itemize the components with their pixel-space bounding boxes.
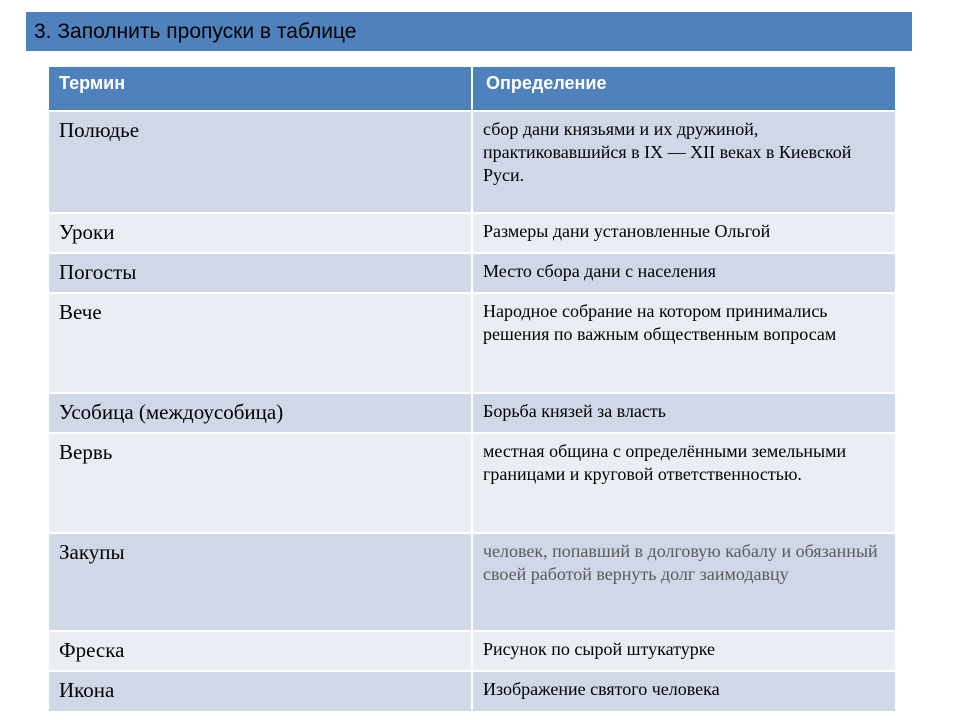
column-header-definition: Определение: [472, 67, 895, 111]
term-cell: Икона: [49, 671, 472, 711]
table-row: [49, 631, 895, 671]
definition-cell: человек, попавший в долговую кабалу и обязанный своей работой вернуть долг заимодавцу: [472, 533, 895, 631]
term-cell: Погосты: [49, 253, 472, 293]
table-row: [49, 253, 895, 293]
term-cell: Фреска: [49, 631, 472, 671]
column-header-term: Термин: [49, 67, 472, 111]
table-row: [49, 111, 895, 213]
term-cell: Вервь: [49, 433, 472, 533]
table-row: [49, 293, 895, 393]
definition-cell: сбор дани князьями и их дружиной, практиковавшийся в IX — XII веках в Киевской Руси.: [472, 111, 895, 213]
table-header-row: [49, 67, 895, 111]
term-cell: Усобица (междоусобица): [49, 393, 472, 433]
term-cell: Вече: [49, 293, 472, 393]
table-row: [49, 671, 895, 711]
table-row: [49, 533, 895, 631]
table-row: [49, 433, 895, 533]
term-cell: Уроки: [49, 213, 472, 253]
definition-cell: Место сбора дани с населения: [472, 253, 895, 293]
table-row: [49, 393, 895, 433]
definition-cell: Борьба князей за власть: [472, 393, 895, 433]
terms-table: [49, 67, 895, 711]
definition-cell: Изображение святого человека: [472, 671, 895, 711]
term-cell: Закупы: [49, 533, 472, 631]
slide-title: 3. Заполнить пропуски в таблице: [34, 19, 357, 43]
definition-cell: Народное собрание на котором принимались решения по важным общественным вопросам: [472, 293, 895, 393]
definition-cell: местная община с определёнными земельными границами и круговой ответственностью.: [472, 433, 895, 533]
title-bar: [26, 12, 912, 51]
definition-cell: Размеры дани установленные Ольгой: [472, 213, 895, 253]
term-cell: Полюдье: [49, 111, 472, 213]
definition-cell: Рисунок по сырой штукатурке: [472, 631, 895, 671]
table-row: [49, 213, 895, 253]
